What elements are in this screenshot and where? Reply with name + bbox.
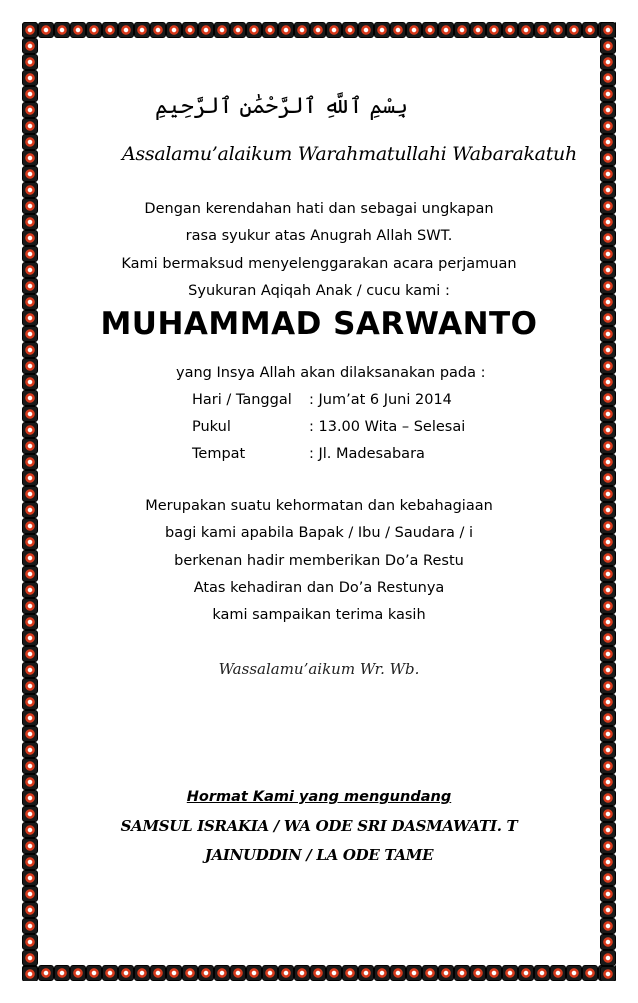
border-ornament-icon	[600, 950, 616, 966]
border-ornament-icon	[310, 965, 326, 981]
detail-label-date: Hari / Tanggal	[192, 392, 292, 408]
border-ornament-icon	[600, 678, 616, 694]
border-ornament-icon	[342, 965, 358, 981]
detail-label-time: Pukul	[192, 419, 231, 435]
border-ornament-icon	[600, 358, 616, 374]
border-ornament-icon	[246, 965, 262, 981]
bismillah-calligraphy: بِسْمِ ٱللَّهِ ٱلرَّحْمَٰنِ ٱلرَّحِيمِ	[154, 94, 408, 119]
border-ornament-icon	[438, 22, 454, 38]
border-ornament-icon	[294, 965, 310, 981]
border-ornament-icon	[358, 965, 374, 981]
border-ornament-icon	[22, 950, 38, 966]
border-ornament-icon	[22, 406, 38, 422]
border-ornament-icon	[54, 965, 70, 981]
intro-line-4: Syukuran Aqiqah Anak / cucu kami :	[188, 283, 450, 299]
closing-line-5: kami sampaikan terima kasih	[212, 607, 426, 623]
border-ornament-icon	[422, 965, 438, 981]
border-ornament-icon	[600, 918, 616, 934]
border-ornament-icon	[600, 390, 616, 406]
border-ornament-icon	[166, 22, 182, 38]
border-ornament-icon	[600, 694, 616, 710]
border-ornament-icon	[182, 965, 198, 981]
border-ornament-icon	[102, 22, 118, 38]
border-ornament-icon	[600, 886, 616, 902]
border-ornament-icon	[550, 22, 566, 38]
border-ornament-icon	[470, 22, 486, 38]
border-ornament-icon	[230, 965, 246, 981]
border-ornament-icon	[22, 422, 38, 438]
border-ornament-icon	[438, 965, 454, 981]
border-ornament-icon	[534, 965, 550, 981]
border-ornament-icon	[550, 965, 566, 981]
border-ornament-icon	[470, 965, 486, 981]
border-ornament-icon	[600, 934, 616, 950]
signature-line-1: SAMSUL ISRAKIA / WA ODE SRI DASMAWATI. T	[120, 817, 518, 835]
closing-line-2: bagi kami apabila Bapak / Ibu / Saudara / i	[165, 525, 473, 541]
border-ornament-icon	[22, 934, 38, 950]
border-ornament-icon	[600, 422, 616, 438]
border-bottom	[22, 965, 616, 981]
border-ornament-icon	[600, 182, 616, 198]
border-ornament-icon	[22, 758, 38, 774]
border-ornament-icon	[182, 22, 198, 38]
border-ornament-icon	[246, 22, 262, 38]
border-ornament-icon	[38, 965, 54, 981]
intro-line-1: Dengan kerendahan hati dan sebagai ungkapan	[144, 201, 494, 217]
closing-line-1: Merupakan suatu kehormatan dan kebahagiaan	[145, 498, 493, 514]
border-ornament-icon	[600, 710, 616, 726]
detail-value-place: : Jl. Madesabara	[309, 446, 425, 462]
border-ornament-icon	[454, 22, 470, 38]
border-ornament-icon	[134, 22, 150, 38]
border-ornament-icon	[150, 965, 166, 981]
border-ornament-icon	[326, 22, 342, 38]
border-ornament-icon	[600, 70, 616, 86]
border-ornament-icon	[22, 22, 38, 38]
border-ornament-icon	[600, 630, 616, 646]
border-ornament-icon	[374, 965, 390, 981]
border-ornament-icon	[278, 965, 294, 981]
detail-value-date: : Jum’at 6 Juni 2014	[309, 392, 452, 408]
intro-line-3: Kami bermaksud menyelenggarakan acara perjamuan	[121, 256, 517, 272]
border-ornament-icon	[454, 965, 470, 981]
intro-line-2: rasa syukur atas Anugrah Allah SWT.	[185, 228, 453, 244]
border-ornament-icon	[518, 965, 534, 981]
border-ornament-icon	[600, 38, 616, 54]
border-ornament-icon	[600, 758, 616, 774]
border-ornament-icon	[22, 918, 38, 934]
border-ornament-icon	[342, 22, 358, 38]
border-ornament-icon	[600, 742, 616, 758]
border-ornament-icon	[22, 182, 38, 198]
border-ornament-icon	[486, 22, 502, 38]
border-ornament-icon	[22, 694, 38, 710]
border-ornament-icon	[600, 870, 616, 886]
border-ornament-icon	[294, 22, 310, 38]
border-ornament-icon	[22, 166, 38, 182]
border-ornament-icon	[22, 966, 38, 981]
border-ornament-icon	[390, 22, 406, 38]
border-ornament-icon	[22, 774, 38, 790]
border-ornament-icon	[22, 38, 38, 54]
border-ornament-icon	[22, 70, 38, 86]
border-ornament-icon	[600, 470, 616, 486]
border-ornament-icon	[38, 22, 54, 38]
border-ornament-icon	[582, 965, 598, 981]
border-ornament-icon	[358, 22, 374, 38]
border-ornament-icon	[22, 902, 38, 918]
border-ornament-icon	[600, 86, 616, 102]
closing-greeting: Wassalamu’aikum Wr. Wb.	[218, 660, 420, 678]
border-ornament-icon	[422, 22, 438, 38]
detail-label-place: Tempat	[192, 446, 246, 462]
border-ornament-icon	[22, 630, 38, 646]
border-ornament-icon	[22, 454, 38, 470]
child-name: MUHAMMAD SARWANTO	[100, 306, 538, 342]
border-ornament-icon	[600, 134, 616, 150]
border-ornament-icon	[22, 358, 38, 374]
border-ornament-icon	[600, 454, 616, 470]
detail-value-time: : 13.00 Wita – Selesai	[309, 419, 466, 435]
border-ornament-icon	[54, 22, 70, 38]
opening-greeting: Assalamu’alaikum Warahmatullahi Wabarakatuh	[122, 143, 577, 165]
border-ornament-icon	[518, 22, 534, 38]
border-ornament-icon	[22, 742, 38, 758]
border-ornament-icon	[134, 965, 150, 981]
border-ornament-icon	[600, 406, 616, 422]
border-ornament-icon	[86, 965, 102, 981]
border-ornament-icon	[600, 22, 616, 38]
event-intro: yang Insya Allah akan dilaksanakan pada :	[176, 365, 486, 381]
border-ornament-icon	[86, 22, 102, 38]
border-ornament-icon	[70, 965, 86, 981]
closing-line-3: berkenan hadir memberikan Do’a Restu	[174, 553, 464, 569]
border-ornament-icon	[600, 54, 616, 70]
border-ornament-icon	[262, 22, 278, 38]
border-ornament-icon	[198, 965, 214, 981]
border-ornament-icon	[230, 22, 246, 38]
border-ornament-icon	[22, 726, 38, 742]
border-ornament-icon	[600, 102, 616, 118]
border-ornament-icon	[22, 678, 38, 694]
border-ornament-icon	[566, 965, 582, 981]
signature-line-2: JAINUDDIN / LA ODE TAME	[204, 846, 434, 864]
border-ornament-icon	[22, 54, 38, 70]
border-ornament-icon	[22, 86, 38, 102]
border-ornament-icon	[310, 22, 326, 38]
border-ornament-icon	[22, 118, 38, 134]
border-ornament-icon	[214, 965, 230, 981]
border-ornament-icon	[600, 774, 616, 790]
border-ornament-icon	[600, 438, 616, 454]
border-ornament-icon	[600, 342, 616, 358]
border-ornament-icon	[22, 342, 38, 358]
border-ornament-icon	[582, 22, 598, 38]
border-ornament-icon	[22, 102, 38, 118]
border-ornament-icon	[118, 22, 134, 38]
border-ornament-icon	[22, 374, 38, 390]
border-ornament-icon	[22, 470, 38, 486]
border-ornament-icon	[22, 390, 38, 406]
border-ornament-icon	[22, 886, 38, 902]
border-ornament-icon	[326, 965, 342, 981]
border-ornament-icon	[214, 22, 230, 38]
border-ornament-icon	[534, 22, 550, 38]
border-ornament-icon	[278, 22, 294, 38]
border-ornament-icon	[406, 965, 422, 981]
border-ornament-icon	[262, 965, 278, 981]
border-ornament-icon	[102, 965, 118, 981]
border-ornament-icon	[600, 150, 616, 166]
border-ornament-icon	[600, 966, 616, 981]
border-ornament-icon	[70, 22, 86, 38]
border-ornament-icon	[166, 965, 182, 981]
border-ornament-icon	[22, 150, 38, 166]
border-ornament-icon	[150, 22, 166, 38]
border-ornament-icon	[374, 22, 390, 38]
border-ornament-icon	[600, 118, 616, 134]
border-ornament-icon	[22, 134, 38, 150]
border-ornament-icon	[566, 22, 582, 38]
border-ornament-icon	[22, 870, 38, 886]
border-ornament-icon	[22, 710, 38, 726]
border-ornament-icon	[406, 22, 422, 38]
border-ornament-icon	[600, 166, 616, 182]
border-ornament-icon	[502, 22, 518, 38]
border-ornament-icon	[486, 965, 502, 981]
border-ornament-icon	[22, 438, 38, 454]
border-ornament-icon	[502, 965, 518, 981]
border-ornament-icon	[600, 374, 616, 390]
border-ornament-icon	[600, 902, 616, 918]
border-ornament-icon	[390, 965, 406, 981]
border-ornament-icon	[198, 22, 214, 38]
closing-line-4: Atas kehadiran dan Do’a Restunya	[193, 580, 445, 596]
border-top	[22, 22, 616, 38]
border-ornament-icon	[600, 726, 616, 742]
signature-title: Hormat Kami yang mengundang	[186, 789, 452, 805]
border-ornament-icon	[118, 965, 134, 981]
